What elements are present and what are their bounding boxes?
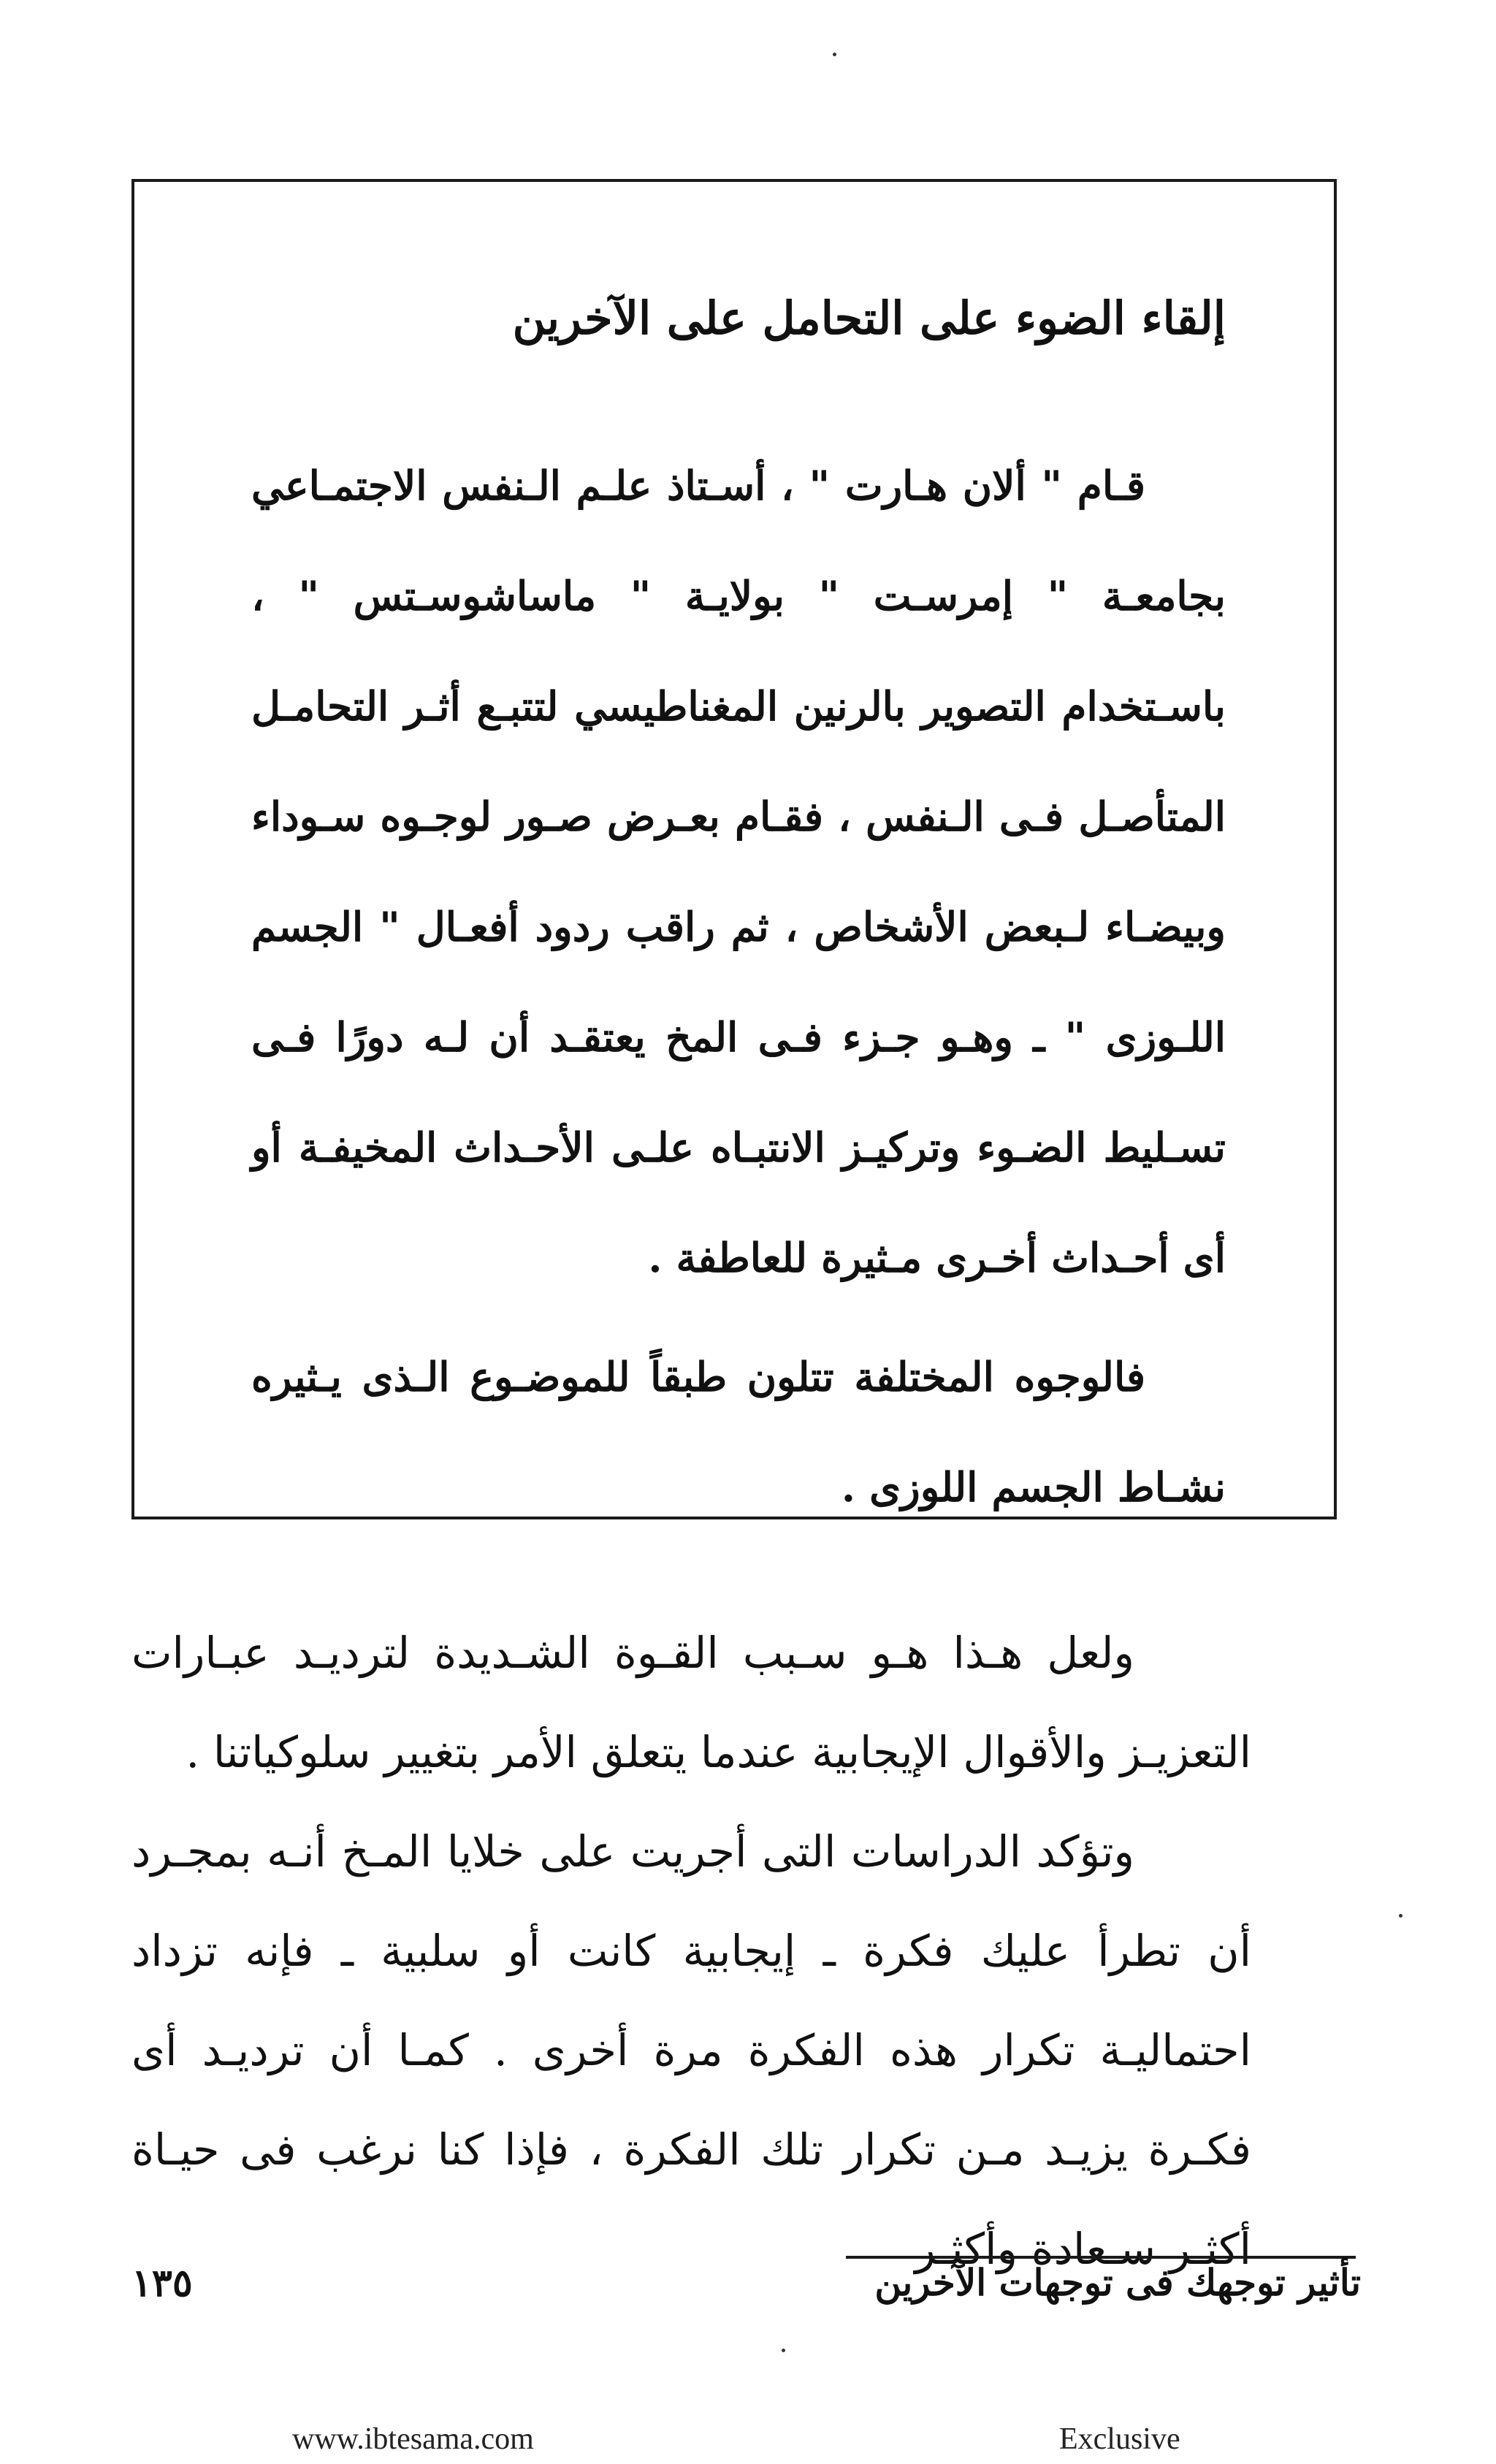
scan-speck: [833, 53, 836, 56]
sidebar-paragraph: فالوجوه المختلفة تتلون طبقاً للموضـوع الـذى يـثيره نشـاط الجسم اللوزى .: [251, 1353, 1226, 1511]
exclusive-label: Exclusive: [1059, 2422, 1180, 2456]
sidebar-title: إلقاء الضوء على التحامل على الآخرين: [512, 291, 1226, 345]
sidebar-paragraph: قـام " ألان هـارت " ، أسـتاذ علـم الـنفس الاجتمـاعي بجامعـة " إمرسـت " بولايـة " ماساشوسـتس " ، باسـتخدام التصوير بالرنين المغناطيسي لتتبـع أثـر التحامـل المتأصـل فـى الـنفس ، فقـام بعـرض صـور لوجـوه سـوداء وبيضـاء لـبعض الأشخاص ، ثم راقب ردود أفعـال " الجسم اللـوزى " ـ وهـو جـزء فـى المخ يعتقـد أن لـه دورًا فـى تسـليط الضـوء وتركيـز الانتبـاه علـى الأحـداث المخيفـة أو أى أحـداث أخـرى مـثيرة للعاطفة .: [251, 462, 1226, 1281]
sidebar-body: [251, 430, 1226, 1542]
main-text: [131, 1603, 1251, 2299]
website-watermark: www.ibtesama.com: [292, 2422, 534, 2456]
scan-speck: [782, 2349, 785, 2352]
body-paragraph: ولعل هـذا هـو سـبب القـوة الشـديدة لترديـد عبـارات التعزيـز والأقوال الإيجابية عندما يتعلق الأمر بتغيير سلوكياتنا .: [131, 1628, 1251, 1777]
body-paragraph: وتؤكد الدراسات التى أجريت على خلايا المـخ أنـه بمجـرد أن تطرأ عليك فكرة ـ إيجابية كانت أو سلبية ـ فإنه تزداد احتماليـة تكرار هذه الفكرة مرة أخرى . كمـا أن ترديـد أى فكـرة يزيـد مـن تكرار تلك الفكرة ، فإذا كنا نرغب فى حيـاة أكثـر سـعادة وأكثـر: [131, 1826, 1251, 2274]
page-number: ١٣٥: [131, 2261, 193, 2305]
running-head: تأثير توجهك فى توجهات الآخرين: [874, 2261, 1361, 2304]
footer-rule: [846, 2256, 1356, 2259]
scan-speck: [1399, 1914, 1402, 1918]
sidebar-box: [131, 179, 1337, 1519]
